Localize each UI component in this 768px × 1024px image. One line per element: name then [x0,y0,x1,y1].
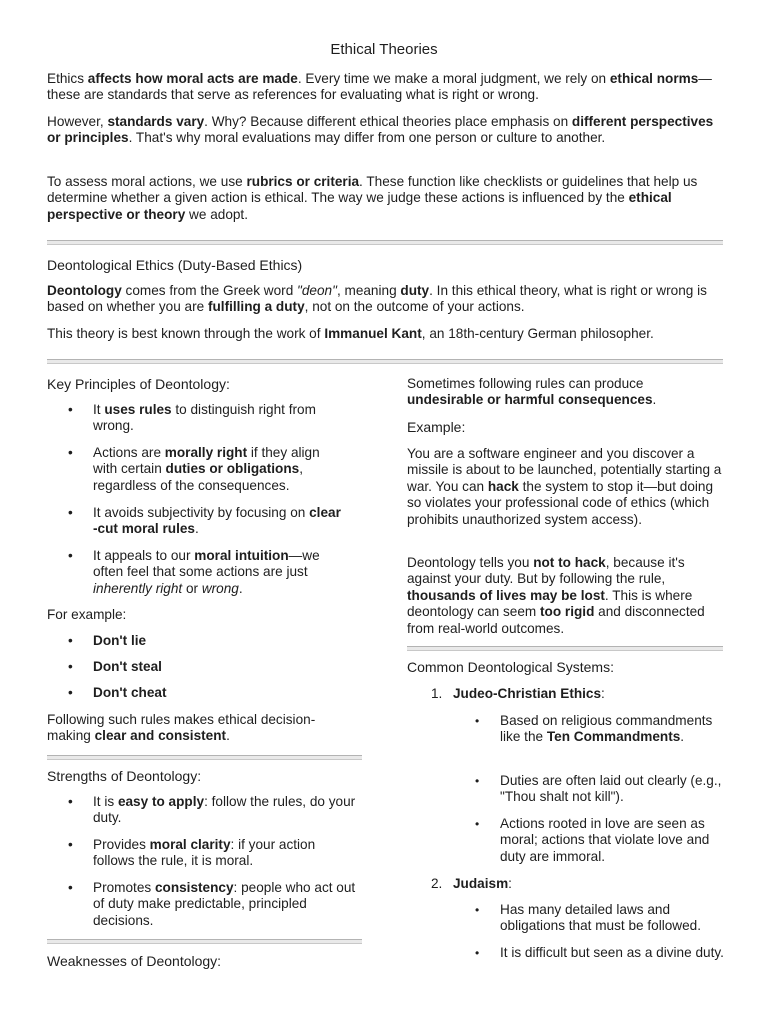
intro-paragraph-2: However, standards vary. Why? Because different ethical theories place emphasis on different perspectives or principles. That's why moral evaluations may differ from one person or culture to another. [47,114,714,146]
list-item: • Provides moral clarity: if your action follows the rule, it is moral. [47,837,359,880]
strengths-list [47,794,359,930]
list-item: • It avoids subjectivity by focusing on clear -cut moral rules. [47,505,347,548]
deontology-paragraph-1: Deontology comes from the Greek word "deon", meaning duty. In this ethical theory, what is right or wrong is based on whether you are fulfilling a duty, not on the outcome of your actions. [47,283,707,315]
system-name: Judeo-Christian Ethics: [453,686,605,701]
judeo-christian-list [454,713,724,876]
list-item: • Has many detailed laws and obligations that must be followed. [454,902,724,945]
divider [47,755,362,760]
list-item: • Duties are often laid out clearly (e.g., "Thou shalt not kill"). [454,773,724,816]
examples-list [47,633,347,711]
for-example-label: For example: [47,607,127,622]
divider [47,240,723,245]
example-heading: Example: [407,419,466,435]
list-item: • Based on religious commandments like the Ten Commandments. [454,713,724,773]
weaknesses-heading: Weaknesses of Deontology: [47,953,222,969]
section-heading-deontology: Deontological Ethics (Duty-Based Ethics) [47,257,303,273]
list-item: • Promotes consistency: people who act out of duty make predictable, principled decisions. [47,880,359,930]
list-item: • Don't lie [47,633,347,659]
list-item: • It is difficult but seen as a divine duty. [454,945,724,979]
intro-paragraph-1: Ethics affects how moral acts are made. Every time we make a moral judgment, we rely on ethical norms—these are standards that serve as references for evaluating what is right or wrong. [47,71,712,103]
example-paragraph: You are a software engineer and you discover a missile is about to be launched, potentially starting a war. You can hack the system to stop it—but doing so violates your professional code of ethics (which prohibits unauthorized system access). [407,446,722,527]
system-item-judeo-christian [431,686,711,703]
key-principles-list [47,402,347,598]
intro-paragraph-3: To assess moral actions, we use rubrics or criteria. These function like checklists or guidelines that help us determine whether a given action is ethical. The way we judge these actions is influenced by the ethical perspective or theory we adopt. [47,174,698,222]
system-item-judaism [431,876,711,893]
list-item: • Actions rooted in love are seen as moral; actions that violate love and duty are immoral. [454,816,724,876]
judaism-list [454,902,724,979]
deontology-critique-paragraph: Deontology tells you not to hack, because it's against your duty. But by following the rule, thousands of lives may be lost. This is where deontology can seem too rigid and disconnected from real-world outcomes. [407,555,705,636]
list-item: • It uses rules to distinguish right from wrong. [47,402,347,445]
systems-heading: Common Deontological Systems: [407,659,614,675]
list-number: 2. [431,876,443,891]
strengths-heading: Strengths of Deontology: [47,768,202,784]
divider [47,939,362,944]
list-number: 1. [431,686,443,701]
list-item: • It is easy to apply: follow the rules, do your duty. [47,794,359,837]
list-item: • It appeals to our moral intuition—we often feel that some actions are just inherently right or wrong. [47,548,347,598]
divider [47,359,723,364]
following-rules-text: Following such rules makes ethical decision-making clear and consistent. [47,712,316,744]
key-principles-heading: Key Principles of Deontology: [47,376,230,392]
list-item: • Actions are morally right if they align with certain duties or obligations, regardless of the consequences. [47,445,347,505]
consequences-paragraph: Sometimes following rules can produce undesirable or harmful consequences. [407,376,657,408]
divider [407,646,723,651]
deontology-paragraph-2: This theory is best known through the work of Immanuel Kant, an 18th-century German philosopher. [47,326,654,341]
list-item: • Don't steal [47,659,347,685]
system-name: Judaism: [453,876,512,891]
page-title: Ethical Theories [330,41,438,58]
list-item: • Don't cheat [47,685,347,711]
